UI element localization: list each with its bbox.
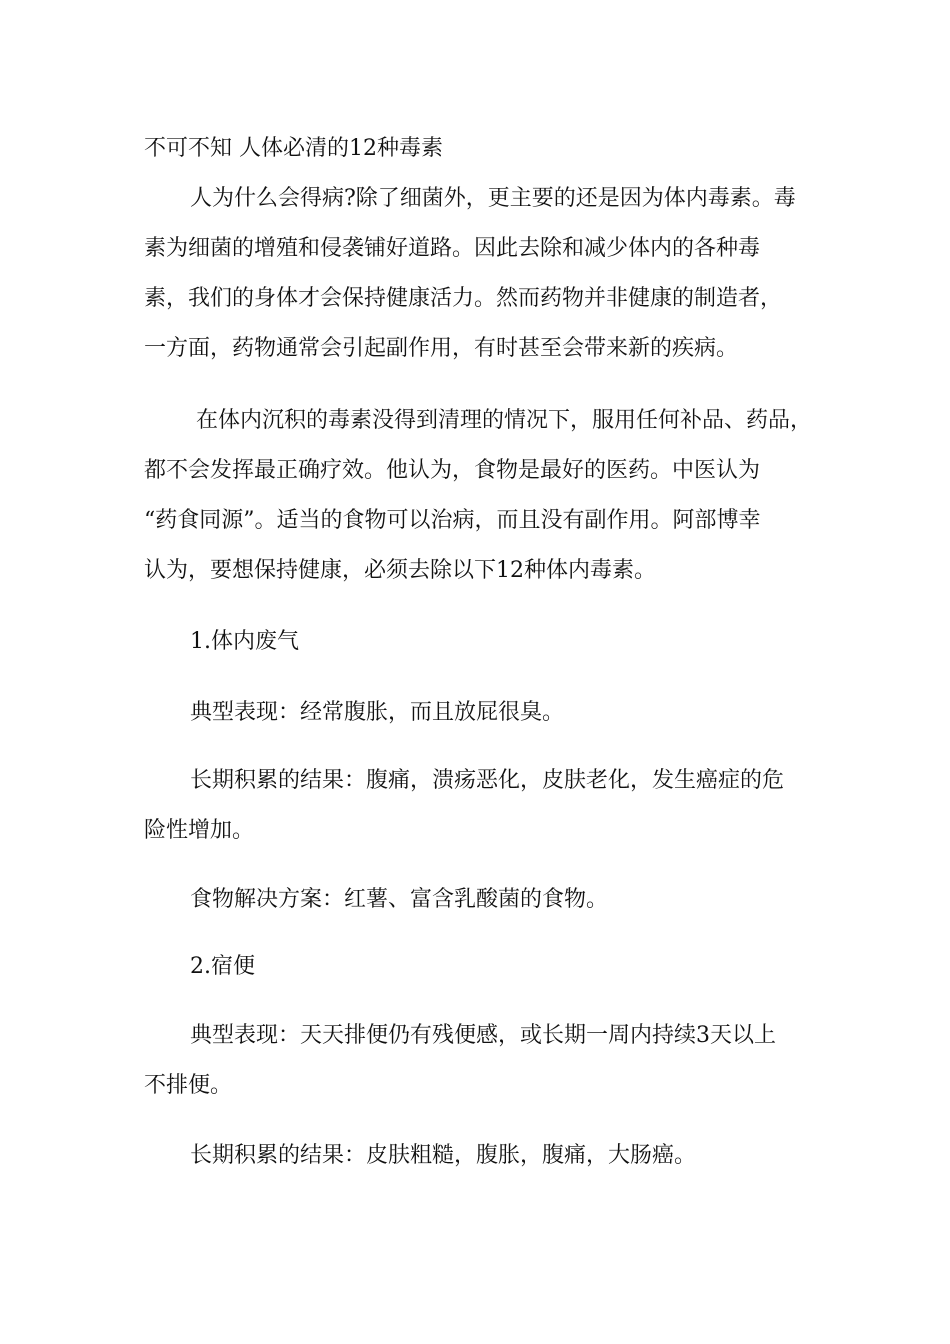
section2-symptom-line-1: 典型表现：天天排便仍有残便感，或长期一周内持续3天以上	[190, 1023, 776, 1048]
para2-line-4: 认为，要想保持健康，必须去除以下12种体内毒素。	[144, 558, 656, 583]
para2-line-2: 都不会发挥最正确疗效。他认为，食物是最好的医药。中医认为	[144, 458, 761, 483]
section1-symptom: 典型表现：经常腹胀，而且放屁很臭。	[190, 700, 565, 725]
section1-result-line-1: 长期积累的结果：腹痛，溃疡恶化，皮肤老化，发生癌症的危	[190, 768, 785, 793]
intro-line-2: 素为细菌的增殖和侵袭铺好道路。因此去除和减少体内的各种毒	[144, 236, 761, 261]
intro-line-3: 素，我们的身体才会保持健康活力。然而药物并非健康的制造者，	[144, 286, 783, 311]
section2-result: 长期积累的结果：皮肤粗糙，腹胀，腹痛，大肠癌。	[190, 1143, 697, 1168]
section2-heading: 2.宿便	[190, 954, 255, 979]
section1-heading: 1.体内废气	[190, 629, 299, 654]
intro-paragraph	[144, 174, 824, 374]
section2-symptom-line-2: 不排便。	[144, 1073, 233, 1098]
section1-solution: 食物解决方案：红薯、富含乳酸菌的食物。	[190, 887, 609, 912]
intro-line-1: 人为什么会得病?除了细菌外，更主要的还是因为体内毒素。毒	[190, 186, 796, 211]
document-title: 不可不知 人体必清的12种毒素	[144, 136, 443, 161]
para2-line-1: 在体内沉积的毒素没得到清理的情况下，服用任何补品、药品，	[196, 408, 813, 433]
section1-result	[144, 756, 824, 856]
section2-symptom	[144, 1011, 824, 1111]
second-paragraph	[144, 396, 824, 596]
para2-line-3: “药食同源”。适当的食物可以治病，而且没有副作用。阿部博幸	[144, 508, 761, 533]
intro-line-4: 一方面，药物通常会引起副作用，有时甚至会带来新的疾病。	[144, 336, 739, 361]
section1-result-line-2: 险性增加。	[144, 818, 255, 843]
